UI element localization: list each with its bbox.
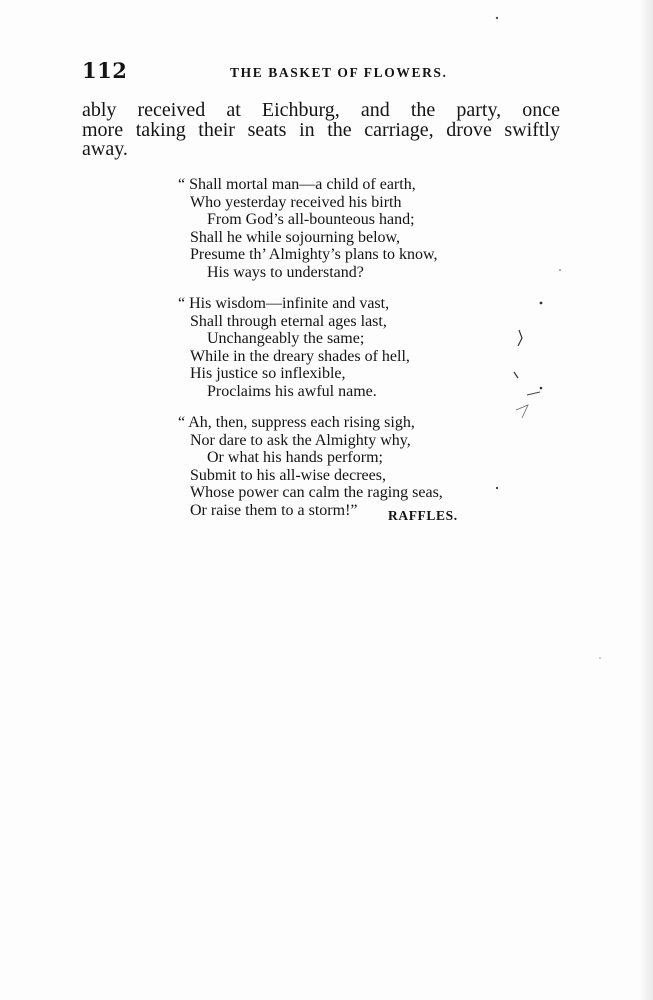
poem-line: “ His wisdom—infinite and vast, <box>178 295 390 312</box>
poem-line: His ways to understand? <box>207 263 364 281</box>
poem-line: While in the dreary shades of hell, <box>190 347 410 365</box>
prose-line: away. <box>82 138 128 160</box>
poem-stanza <box>178 176 488 281</box>
poem-line: Shall he while sojourning below, <box>190 228 401 246</box>
poem-line: From God’s all-bounteous hand; <box>207 211 415 228</box>
poem-line: His justice so inflexible, <box>190 365 346 382</box>
poem-line: “ Shall mortal man—a child of earth, <box>178 176 416 193</box>
prose-line: ably received at Eichburg, and the party, once <box>82 99 560 121</box>
poem-line: Proclaims his awful name. <box>207 382 377 400</box>
running-head <box>82 58 558 86</box>
attribution: RAFFLES. <box>388 508 458 523</box>
poem-line: Who yesterday received his birth <box>190 193 402 211</box>
poem-line: Nor dare to ask the Almighty why, <box>190 431 411 449</box>
poem-line: Unchangeably the same; <box>207 330 365 347</box>
page-edge-shadow <box>639 0 653 1000</box>
poem-stanza <box>178 295 488 400</box>
poem-line: Shall through eternal ages last, <box>190 312 387 330</box>
poem-line: Or raise them to a storm!” <box>190 501 358 519</box>
poem-line: Presume th’ Almighty’s plans to know, <box>190 246 438 263</box>
prose-paragraph <box>82 101 560 160</box>
poem-stanza <box>178 414 488 519</box>
page-number: 112 <box>82 58 128 83</box>
poem-line: Or what his hands perform; <box>207 449 383 466</box>
poem <box>178 176 488 533</box>
running-title: THE BASKET OF FLOWERS. <box>230 65 448 80</box>
prose-line: more taking their seats in the carriage, drove swiftly <box>82 118 560 141</box>
poem-line: Submit to his all-wise decrees, <box>190 466 386 484</box>
poem-line: Whose power can calm the raging seas, <box>190 484 443 501</box>
poem-line: “ Ah, then, suppress each rising sigh, <box>178 414 415 431</box>
